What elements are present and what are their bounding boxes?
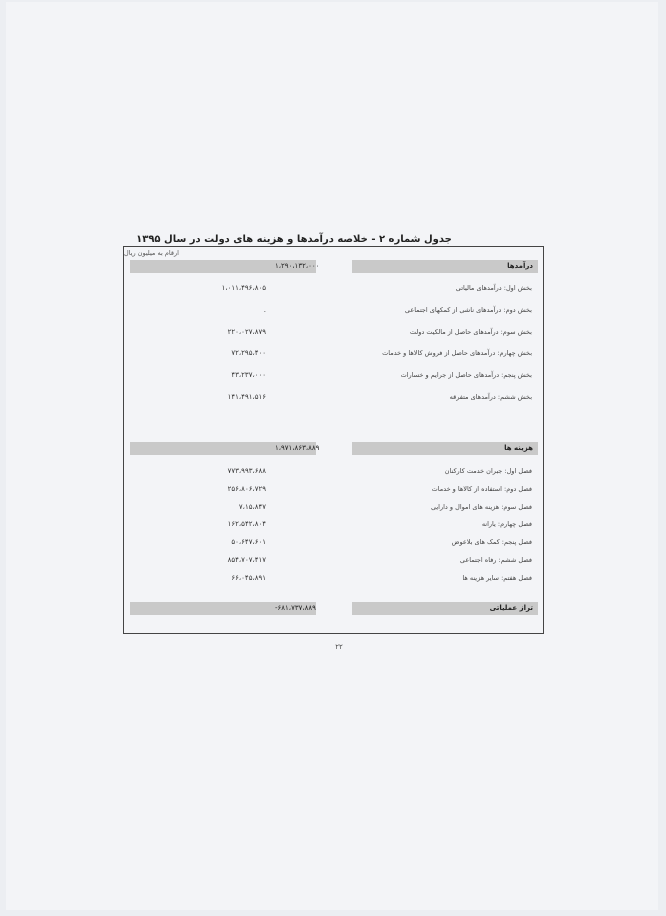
expense-row-value: ۲۵۶،۸۰۶،۷۲۹ — [227, 484, 266, 493]
page-number: ۲۲ — [335, 643, 343, 651]
revenues-heading: درآمدها — [352, 260, 538, 273]
revenue-row-value: ۱۴۱،۴۹۱،۵۱۶ — [227, 393, 266, 401]
table-title: جدول شماره ۲ - خلاصه درآمدها و هزینه های دولت در سال ۱۳۹۵ — [136, 234, 452, 245]
unit-note: ارقام به میلیون ریال — [124, 249, 179, 257]
expenses-total: ۱،۹۷۱،۸۶۳،۸۸۹ — [130, 442, 316, 455]
revenue-row-label: بخش سوم: درآمدهای حاصل از مالکیت دولت — [409, 327, 532, 336]
revenue-row-label: بخش پنجم: درآمدهای حاصل از جرایم و خسارات — [400, 371, 532, 380]
revenue-row-value: ۴۳،۲۳۷،۰۰۰ — [231, 371, 266, 380]
revenue-row-value: ۱،۰۱۱،۴۹۶،۸۰۵ — [221, 284, 266, 292]
expense-row-label: فصل پنجم: کمک های بلاعوض — [451, 538, 532, 547]
revenues-total: ۱،۲۹۰،۱۳۲،۰۰۰ — [130, 260, 316, 273]
expense-row-label: فصل اول: جبران خدمت کارکنان — [444, 467, 532, 475]
operating-balance-value: -۶۸۱،۷۳۷،۸۸۹ — [130, 602, 316, 615]
revenue-row-value: . — [263, 305, 266, 314]
operating-balance-heading: تراز عملیاتی — [352, 602, 538, 615]
expense-row-value: ۷،۱۵،۸۴۷ — [238, 502, 266, 511]
scanned-page — [6, 2, 658, 910]
revenue-row-label: بخش چهارم: درآمدهای حاصل از فروش کالاها و خدمات — [382, 349, 532, 358]
revenue-row-label: بخش ششم: درآمدهای متفرقه — [449, 393, 532, 401]
revenue-row-value: ۲۲۰،۰۲۷،۸۷۹ — [227, 327, 266, 336]
expense-row-value: ۵۰،۶۴۷،۶۰۱ — [231, 538, 266, 547]
expense-row-value: ۸۵۴،۷۰۷،۴۱۷ — [227, 556, 266, 564]
expense-row-value: ۶۶،۰۴۵،۸۹۱ — [231, 573, 266, 582]
expenses-heading: هزینه ها — [352, 442, 538, 455]
expense-row-label: فصل چهارم: یارانه — [481, 520, 532, 529]
revenue-row-value: ۷۲،۲۹۵،۴۰۰ — [231, 349, 266, 358]
expense-row-value: ۷۷۳،۹۹۳،۶۸۸ — [227, 467, 266, 475]
expense-row-label: فصل ششم: رفاه اجتماعی — [459, 556, 532, 564]
revenue-row-label: بخش اول: درآمدهای مالیاتی — [455, 284, 532, 292]
expense-row-label: فصل سوم: هزینه های اموال و دارایی — [430, 502, 532, 511]
revenue-row-label: بخش دوم: درآمدهای ناشی از کمکهای اجتماعی — [404, 305, 532, 314]
expense-row-label: فصل دوم: استفاده از کالاها و خدمات — [431, 484, 532, 493]
expense-row-value: ۱۶۲،۵۴۲،۸۰۴ — [227, 520, 266, 529]
expense-row-label: فصل هفتم: سایر هزینه ها — [462, 573, 532, 582]
